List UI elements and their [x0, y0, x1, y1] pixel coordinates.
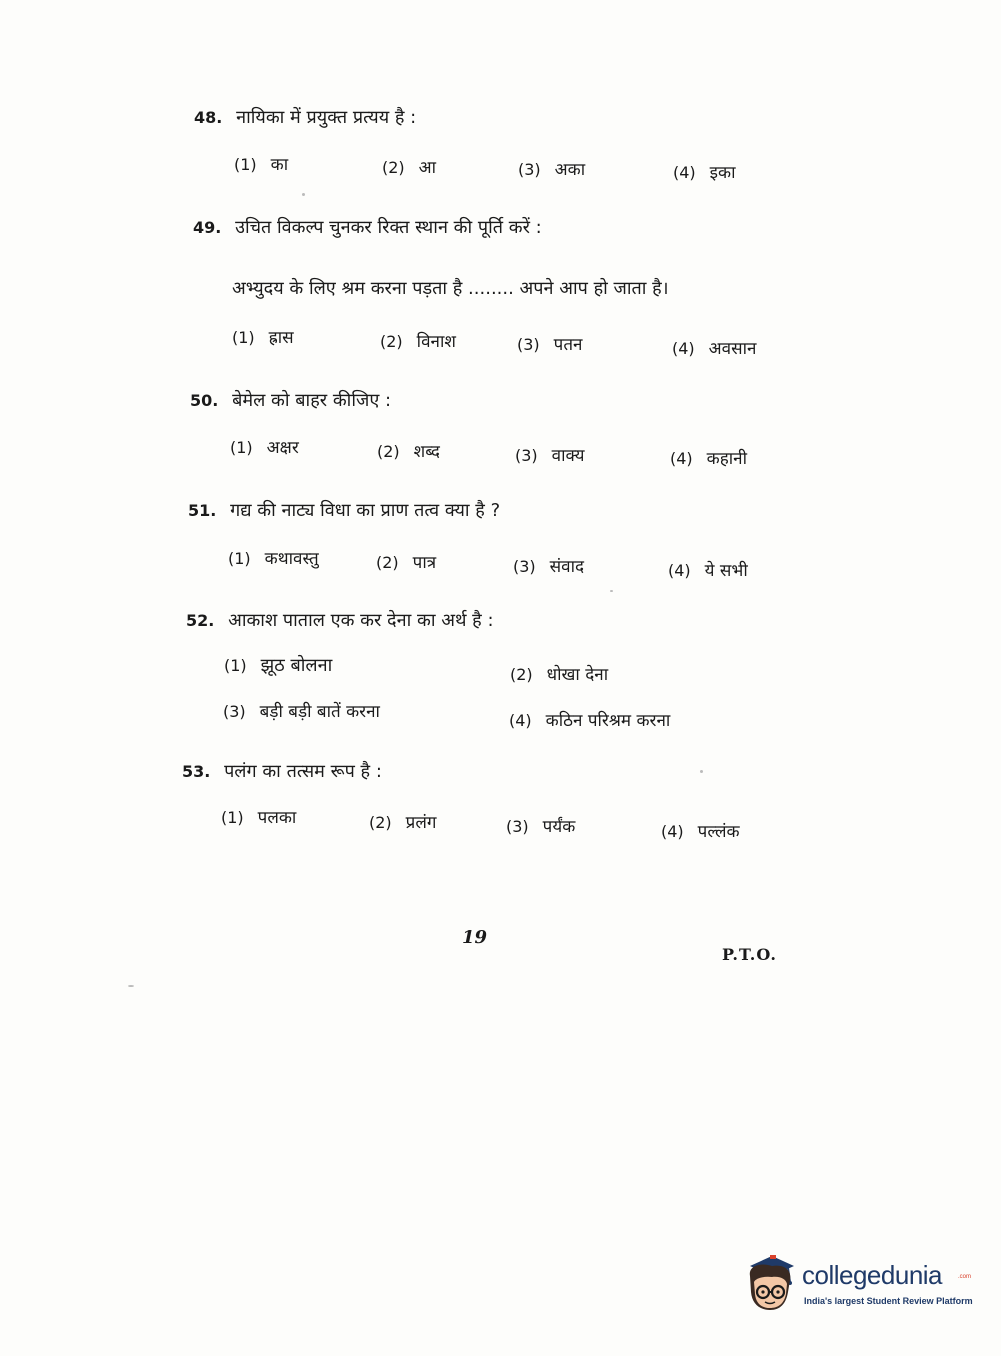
option-text: वाक्य	[551, 446, 585, 466]
option-text: कठिन परिश्रम करना	[545, 711, 671, 731]
option-50-2	[377, 439, 440, 462]
option-text: पल्लंक	[697, 822, 740, 842]
option-text: पात्र	[412, 553, 437, 573]
option-50-3	[515, 443, 584, 466]
question-53	[182, 760, 822, 784]
option-number: (1)	[228, 549, 251, 568]
option-text: धोखा देना	[546, 665, 609, 685]
option-text: इका	[709, 163, 736, 183]
option-text: शब्द	[413, 442, 440, 462]
option-53-2	[369, 810, 436, 833]
option-number: (1)	[230, 438, 253, 457]
question-stem	[188, 499, 828, 523]
question-number: 48.	[194, 108, 223, 127]
option-number: (4)	[670, 449, 693, 468]
option-48-2	[382, 155, 436, 178]
option-text: ये सभी	[704, 561, 748, 581]
option-53-4	[661, 819, 740, 842]
option-number: (3)	[515, 446, 538, 465]
option-number: (1)	[232, 328, 255, 347]
page-number: 19	[462, 927, 488, 948]
scan-speck	[700, 770, 703, 773]
option-49-3	[517, 332, 582, 355]
question-stem	[193, 216, 833, 240]
option-number: (3)	[517, 335, 540, 354]
option-51-2	[376, 550, 436, 573]
option-51-1	[228, 546, 319, 569]
option-text: झूठ बोलना	[260, 655, 333, 676]
option-number: (3)	[518, 160, 541, 179]
option-52-4	[509, 708, 670, 731]
option-text: कथावस्तु	[264, 549, 319, 569]
option-text: विनाश	[416, 332, 456, 352]
option-number: (4)	[673, 163, 696, 182]
option-50-4	[670, 446, 747, 469]
option-49-1	[232, 325, 294, 348]
option-number: (2)	[376, 553, 399, 572]
question-50	[190, 389, 830, 413]
option-53-3	[506, 814, 575, 837]
option-text: ह्रास	[268, 328, 294, 348]
question-stem	[190, 389, 830, 413]
question-stem	[182, 760, 822, 784]
fill-in-statement: अभ्युदय के लिए श्रम करना पड़ता है ........ अपने आप हो जाता है।	[232, 278, 669, 299]
option-text: अका	[554, 160, 586, 180]
option-number: (4)	[661, 822, 684, 841]
question-text: गद्य की नाट्य विधा का प्राण तत्व क्या है ?	[230, 500, 501, 521]
option-text: प्रलंग	[405, 813, 437, 833]
option-text: कहानी	[706, 449, 747, 469]
graduate-mascot-icon	[742, 1252, 800, 1314]
question-text: आकाश पाताल एक कर देना का अर्थ है :	[228, 610, 494, 631]
question-text: पलंग का तत्सम रूप है :	[224, 761, 382, 782]
option-number: (3)	[223, 702, 246, 721]
option-number: (2)	[369, 813, 392, 832]
option-48-4	[673, 160, 735, 183]
option-text: पलका	[257, 808, 297, 828]
option-number: (2)	[382, 158, 405, 177]
option-text: बड़ी बड़ी बातें करना	[259, 702, 380, 722]
question-49	[193, 216, 833, 240]
brand-suffix: .com	[958, 1274, 972, 1280]
option-53-1	[221, 805, 296, 828]
option-number: (3)	[506, 817, 529, 836]
question-52	[186, 609, 826, 633]
option-51-4	[668, 558, 748, 581]
brand-name: collegedunia	[802, 1260, 943, 1290]
question-stem	[186, 609, 826, 633]
option-number: (4)	[668, 561, 691, 580]
question-number: 53.	[182, 762, 211, 781]
option-number: (2)	[380, 332, 403, 351]
option-text: पतन	[553, 335, 583, 355]
option-number: (1)	[224, 656, 247, 675]
option-51-3	[513, 554, 584, 577]
option-52-2	[510, 662, 608, 685]
option-text: का	[270, 155, 289, 175]
option-number: (2)	[377, 442, 400, 461]
option-48-3	[518, 157, 585, 180]
question-51	[188, 499, 828, 523]
question-text: नायिका में प्रयुक्त प्रत्यय है :	[236, 107, 417, 128]
option-text: आ	[418, 158, 437, 178]
option-52-3	[223, 699, 380, 722]
option-text: अक्षर	[266, 438, 299, 458]
question-text: बेमेल को बाहर कीजिए :	[232, 390, 392, 411]
question-number: 52.	[186, 611, 215, 630]
scan-speck	[610, 590, 613, 592]
option-number: (3)	[513, 557, 536, 576]
option-49-2	[380, 329, 456, 352]
option-number: (1)	[221, 808, 244, 827]
question-number: 51.	[188, 501, 217, 520]
option-text: पर्यंक	[542, 817, 576, 837]
option-number: (1)	[234, 155, 257, 174]
question-48	[194, 106, 834, 130]
option-text: संवाद	[549, 557, 585, 577]
question-stem	[194, 106, 834, 130]
option-49-4	[672, 336, 756, 359]
scan-speck	[128, 985, 134, 987]
option-text: अवसान	[708, 339, 757, 359]
option-48-1	[234, 152, 288, 175]
collegedunia-watermark	[742, 1252, 972, 1316]
option-52-1	[224, 653, 332, 677]
option-number: (4)	[672, 339, 695, 358]
pto-label: P.T.O.	[722, 945, 777, 964]
question-number: 50.	[190, 391, 219, 410]
question-number: 49.	[193, 218, 222, 237]
brand-tagline: India's largest Student Review Platform	[804, 1296, 973, 1306]
scan-speck	[302, 193, 305, 196]
option-number: (2)	[510, 665, 533, 684]
option-number: (4)	[509, 711, 532, 730]
option-50-1	[230, 435, 299, 458]
question-text: उचित विकल्प चुनकर रिक्त स्थान की पूर्ति करें :	[235, 217, 542, 238]
